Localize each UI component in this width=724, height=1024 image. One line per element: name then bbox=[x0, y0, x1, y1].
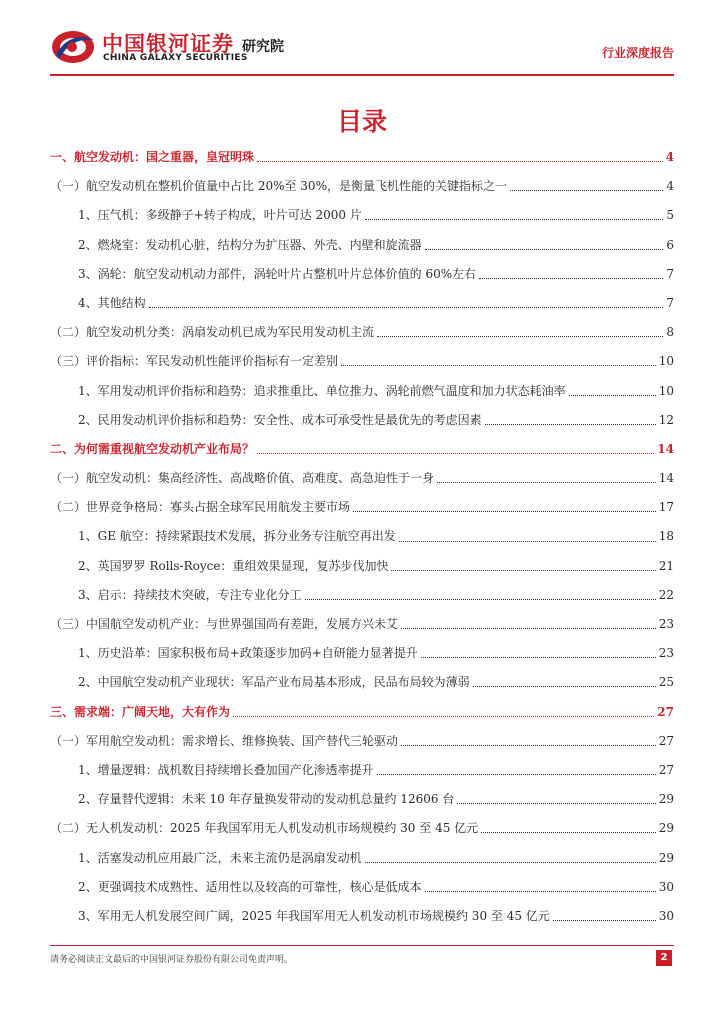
toc-dot-leader bbox=[149, 307, 664, 308]
toc-title: 目录 bbox=[336, 107, 387, 136]
page-header bbox=[50, 24, 674, 80]
toc-dot-leader bbox=[257, 453, 654, 454]
toc-entry[interactable] bbox=[50, 668, 674, 697]
toc-entry[interactable] bbox=[50, 172, 674, 201]
toc-entry[interactable] bbox=[50, 318, 674, 347]
toc-entry-text: 3、军用无人机发展空间广阔，2025 年我国军用无人机发动机市场规模约 30 至 45 亿元 bbox=[78, 908, 550, 923]
toc-entry[interactable] bbox=[50, 522, 674, 551]
toc-entry-text: 二、为何需重视航空发动机产业布局？ bbox=[50, 441, 255, 456]
toc-entry-page: 18 bbox=[658, 529, 674, 544]
toc-entry-page: 27 bbox=[657, 704, 674, 719]
header-divider bbox=[50, 74, 674, 76]
toc-entry[interactable] bbox=[50, 639, 674, 668]
toc-entry-text: （一）航空发动机在整机价值量中占比 20%至 30%，是衡量飞机性能的关键指标之一 bbox=[50, 179, 507, 194]
toc-entry[interactable] bbox=[50, 785, 674, 814]
toc-entry-text: 1、军用发动机评价指标和趋势：追求推重比、单位推力、涡轮前燃气温度和加力状态耗油率 bbox=[78, 383, 566, 398]
toc-entry-text: 2、英国罗罗 Rolls-Royce：重组效果显现，复苏步伐加快 bbox=[78, 558, 389, 573]
toc-entry-text: （二）航空发动机分类：涡扇发动机已成为军民用发动机主流 bbox=[50, 325, 375, 340]
toc-entry[interactable] bbox=[50, 464, 674, 493]
toc-dot-leader bbox=[257, 161, 663, 162]
toc-entry-text: 2、存量替代逻辑：未来 10 年存量换发带动的发动机总量约 12606 台 bbox=[78, 792, 455, 807]
toc-entry-text: 1、GE 航空：持续紧跟技术发展，拆分业务专注航空再出发 bbox=[78, 529, 396, 544]
toc-dot-leader bbox=[457, 803, 655, 804]
toc-dot-leader bbox=[437, 482, 656, 483]
toc-entry-page: 27 bbox=[658, 733, 674, 748]
toc-dot-leader bbox=[233, 716, 654, 717]
toc-dot-leader bbox=[353, 511, 656, 512]
toc-entry-page: 23 bbox=[658, 617, 674, 631]
toc-entry-text: （二）无人机发动机：2025 年我国军用无人机发动机市场规模约 30 至 45 亿元 bbox=[50, 821, 479, 836]
toc-entry[interactable] bbox=[50, 873, 674, 902]
toc-entry-page: 5 bbox=[666, 208, 674, 223]
toc-entry[interactable] bbox=[50, 844, 674, 873]
toc-entry-page: 29 bbox=[658, 792, 674, 807]
toc-entry-text: 2、中国航空发动机产业现状：军品产业布局基本形成，民品布局较为薄弱 bbox=[78, 675, 470, 690]
toc-entry-text: 1、活塞发动机应用最广泛，未来主流仍是涡扇发动机 bbox=[78, 850, 362, 865]
toc-entry-page: 10 bbox=[658, 383, 674, 398]
toc-dot-leader bbox=[365, 219, 664, 220]
toc-entry-page: 17 bbox=[658, 500, 674, 515]
toc-dot-leader bbox=[377, 774, 656, 775]
toc-entry-text: （一）军用航空发动机：需求增长、维修换装、国产替代三轮驱动 bbox=[50, 733, 399, 748]
toc-dot-leader bbox=[553, 920, 656, 921]
toc-entry[interactable] bbox=[50, 552, 674, 581]
table-of-contents bbox=[50, 143, 674, 931]
toc-entry-page: 14 bbox=[658, 471, 674, 486]
toc-entry-text: 2、更强调技术成熟性、适用性以及较高的可靠性，核心是低成本 bbox=[78, 879, 422, 894]
toc-entry[interactable] bbox=[50, 493, 674, 522]
toc-dot-leader bbox=[377, 336, 663, 337]
toc-entry-text: 2、燃烧室：发动机心脏，结构分为扩压器、外壳、内壁和旋流器 bbox=[78, 237, 422, 252]
toc-entry-text: 1、历史沿革：国家积极布局+政策逐步加码+自研能力显著提升 bbox=[78, 646, 418, 661]
toc-dot-leader bbox=[365, 862, 656, 863]
toc-entry-page: 21 bbox=[658, 558, 674, 573]
toc-dot-leader bbox=[510, 190, 663, 191]
toc-entry[interactable] bbox=[50, 406, 674, 435]
toc-entry[interactable] bbox=[50, 727, 674, 756]
toc-dot-leader bbox=[569, 395, 656, 396]
page-number: 2 bbox=[656, 950, 672, 966]
toc-dot-leader bbox=[485, 424, 656, 425]
toc-entry-page: 10 bbox=[658, 354, 674, 369]
toc-dot-leader bbox=[425, 249, 664, 250]
toc-entry-text: 1、增量逻辑：战机数目持续增长叠加国产化渗透率提升 bbox=[78, 762, 374, 777]
toc-entry[interactable] bbox=[50, 756, 674, 785]
toc-entry-page: 29 bbox=[658, 821, 674, 836]
logo-chinese-name: 中国银河证券 bbox=[102, 32, 234, 56]
toc-entry-text: 一、航空发动机：国之重器，皇冠明珠 bbox=[50, 150, 255, 164]
toc-entry-text: 三、需求端：广阔天地，大有作为 bbox=[50, 704, 231, 719]
toc-dot-leader bbox=[305, 599, 656, 600]
toc-entry-page: 4 bbox=[666, 179, 674, 194]
toc-entry[interactable] bbox=[50, 201, 674, 230]
toc-entry-page: 30 bbox=[658, 879, 674, 894]
galaxy-logo-icon bbox=[50, 26, 96, 66]
toc-entry[interactable] bbox=[50, 289, 674, 318]
toc-dot-leader bbox=[473, 686, 656, 687]
toc-dot-leader bbox=[401, 745, 656, 746]
toc-dot-leader bbox=[479, 278, 663, 279]
toc-entry-text: 3、启示：持续技术突破，专注专业化分工 bbox=[78, 587, 302, 602]
toc-entry-text: 1、压气机：多级静子+转子构成，叶片可达 2000 片 bbox=[78, 208, 362, 223]
toc-entry-page: 7 bbox=[666, 295, 674, 310]
toc-entry[interactable] bbox=[50, 814, 674, 843]
toc-entry-text: 4、其他结构 bbox=[78, 295, 146, 310]
toc-entry-page: 23 bbox=[658, 646, 674, 661]
toc-entry-page: 6 bbox=[666, 237, 674, 252]
toc-entry-page: 25 bbox=[658, 675, 674, 690]
toc-dot-leader bbox=[341, 365, 656, 366]
toc-entry-page: 30 bbox=[658, 908, 674, 923]
toc-entry[interactable] bbox=[50, 143, 674, 172]
toc-dot-leader bbox=[421, 657, 656, 658]
toc-entry-page: 8 bbox=[666, 325, 674, 340]
toc-dot-leader bbox=[391, 570, 655, 571]
toc-entry[interactable] bbox=[50, 435, 674, 464]
toc-entry-text: 3、涡轮：航空发动机动力部件，涡轮叶片占整机叶片总体价值的 60%左右 bbox=[78, 266, 477, 281]
toc-entry-page: 12 bbox=[658, 412, 674, 427]
toc-entry-page: 4 bbox=[665, 150, 674, 164]
toc-entry-text: （一）航空发动机：集高经济性、高战略价值、高难度、高急迫性于一身 bbox=[50, 471, 435, 486]
logo-english-name: CHINA GALAXY SECURITIES bbox=[103, 53, 248, 63]
toc-entry-page: 29 bbox=[658, 850, 674, 865]
toc-entry-text: （三）中国航空发动机产业：与世界强国尚有差距，发展方兴未艾 bbox=[50, 617, 399, 631]
toc-entry[interactable] bbox=[50, 698, 674, 727]
institute-label: 研究院 bbox=[242, 39, 284, 55]
toc-dot-leader bbox=[401, 628, 656, 629]
toc-dot-leader bbox=[425, 891, 656, 892]
toc-dot-leader bbox=[481, 832, 656, 833]
toc-entry-text: （二）世界竞争格局：寡头占据全球军民用航发主要市场 bbox=[50, 500, 351, 515]
toc-entry[interactable] bbox=[50, 581, 674, 610]
toc-entry-page: 7 bbox=[666, 266, 674, 281]
toc-entry[interactable] bbox=[50, 231, 674, 260]
toc-entry-page: 22 bbox=[658, 587, 674, 602]
toc-entry-text: 2、民用发动机评价指标和趋势：安全性、成本可承受性是最优先的考虑因素 bbox=[78, 412, 482, 427]
toc-dot-leader bbox=[399, 541, 656, 542]
footer-disclaimer: 请务必阅读正文最后的中国银河证券股份有限公司免责声明。 bbox=[50, 955, 294, 965]
toc-entry[interactable] bbox=[50, 610, 674, 639]
toc-entry-page: 27 bbox=[658, 762, 674, 777]
footer-divider bbox=[50, 945, 674, 946]
toc-entry[interactable] bbox=[50, 260, 674, 289]
toc-entry-text: （三）评价指标：军民发动机性能评价指标有一定差别 bbox=[50, 354, 339, 369]
toc-entry-page: 14 bbox=[657, 441, 674, 456]
report-type-label: 行业深度报告 bbox=[601, 46, 674, 60]
toc-entry[interactable] bbox=[50, 347, 674, 376]
toc-entry[interactable] bbox=[50, 377, 674, 406]
toc-entry[interactable] bbox=[50, 902, 674, 931]
